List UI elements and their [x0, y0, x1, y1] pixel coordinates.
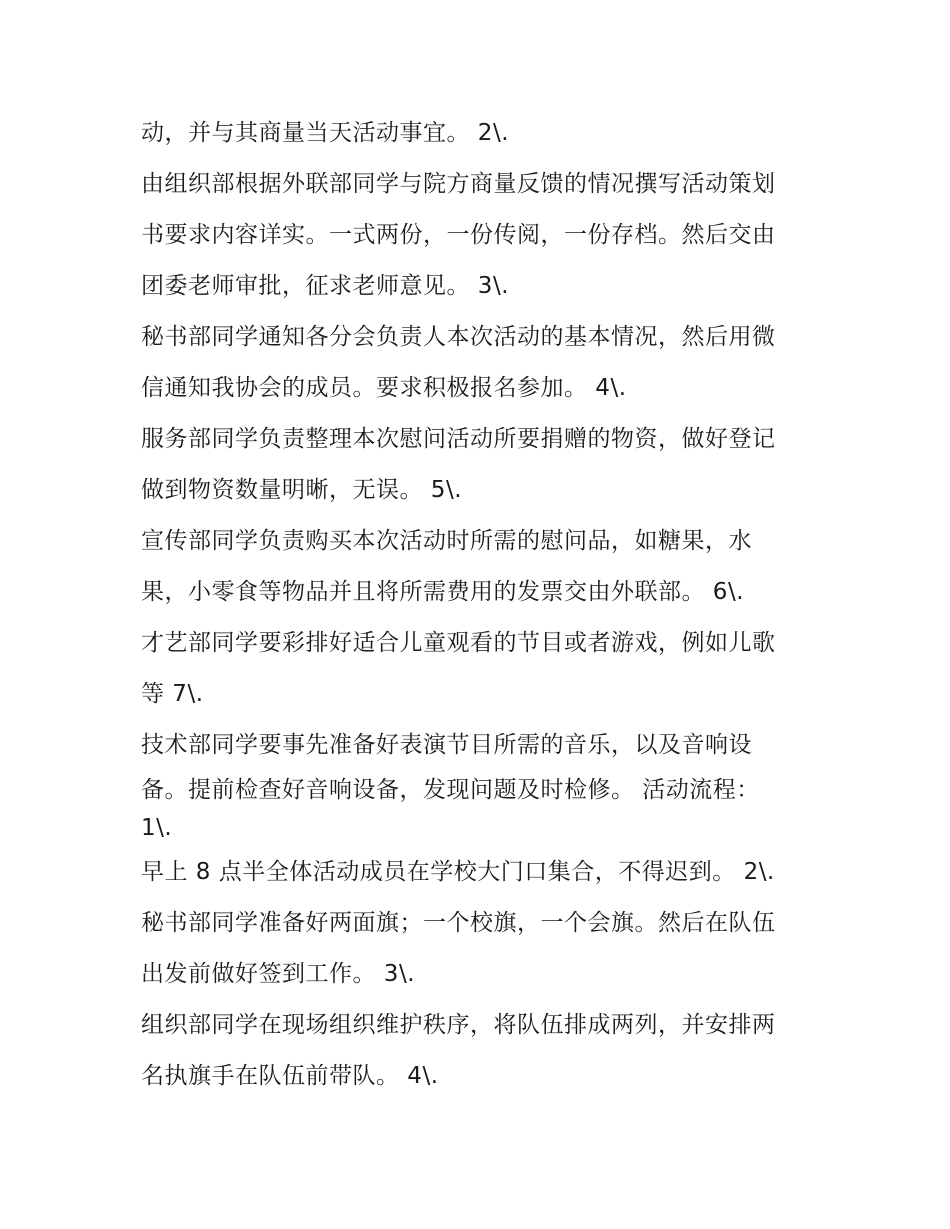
text-line: 组织部同学在现场组织维护秩序，将队伍排成两列，并安排两	[141, 1012, 776, 1038]
text-line: 技术部同学要事先准备好表演节目所需的音乐，以及音响设	[141, 732, 752, 758]
text-line: 备。提前检查好音响设备，发现问题及时检修。 活动流程：	[141, 777, 760, 803]
text-line: 1\.	[141, 815, 173, 841]
document-body	[141, 108, 831, 1102]
text-line: 服务部同学负责整理本次慰问活动所要捐赠的物资，做好登记	[141, 426, 776, 452]
text-line: 秘书部同学准备好两面旗；一个校旗，一个会旗。然后在队伍	[141, 910, 776, 936]
text-line: 早上 8 点半全体活动成员在学校大门口集合，不得迟到。 2\.	[141, 859, 775, 885]
text-line: 才艺部同学要彩排好适合儿童观看的节目或者游戏，例如儿歌	[141, 630, 776, 656]
text-line: 等 7\.	[141, 681, 204, 707]
text-line: 名执旗手在队伍前带队。 4\.	[141, 1063, 439, 1089]
text-line: 出发前做好签到工作。 3\.	[141, 961, 416, 987]
text-line: 做到物资数量明晰，无误。 5\.	[141, 477, 463, 503]
text-line: 信通知我协会的成员。要求积极报名参加。 4\.	[141, 375, 627, 401]
text-line: 由组织部根据外联部同学与院方商量反馈的情况撰写活动策划	[141, 171, 776, 197]
text-line: 团委老师审批，征求老师意见。 3\.	[141, 273, 510, 299]
text-line: 秘书部同学通知各分会负责人本次活动的基本情况，然后用微	[141, 324, 776, 350]
text-line: 宣传部同学负责购买本次活动时所需的慰问品，如糖果，水	[141, 528, 752, 554]
text-line: 书要求内容详实。一式两份，一份传阅，一份存档。然后交由	[141, 222, 776, 248]
text-line: 果，小零食等物品并且将所需费用的发票交由外联部。 6\.	[141, 579, 745, 605]
text-line: 动，并与其商量当天活动事宜。 2\.	[141, 120, 510, 146]
